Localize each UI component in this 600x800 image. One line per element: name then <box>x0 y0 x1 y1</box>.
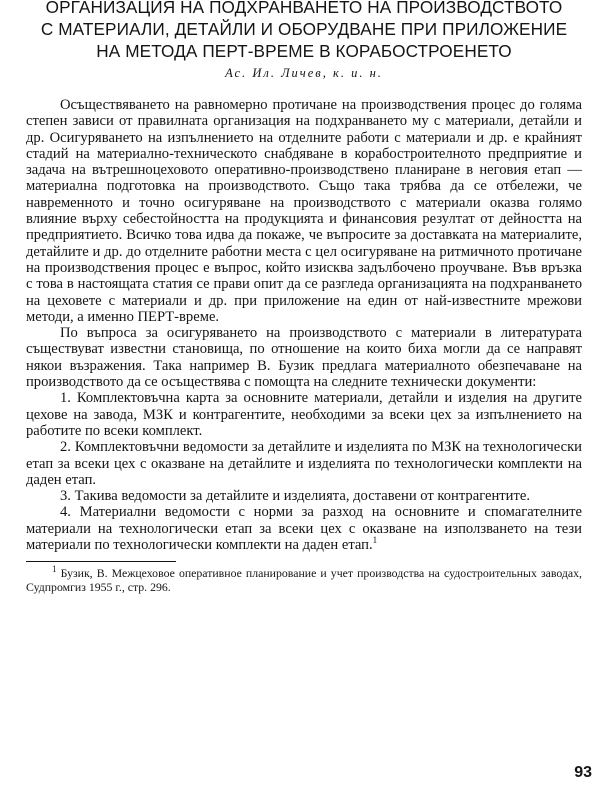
footnote-marker: 1 <box>52 564 57 575</box>
list-item-3: 3. Такива ведомости за детайлите и изделията, доставени от контрагентите. <box>60 488 530 505</box>
footnote-reference: 1 <box>372 535 378 546</box>
paragraph-2: По въпроса за осигуряването на производството с материали в литературата съществуват известни становища, по отношение на които биха могли да се направят някои възражения. Така например В. Бузик предлага материалното обезпечаване на производството да се осъществява с помощта на следните технически документи: <box>26 325 582 391</box>
list-item-4-text: 4. Материални ведомости с норми за разход на основните и спомагателните материали на технологически етап за всеки цех с оказване на използването на тези материали по технологически комплекти на даден етап. <box>26 504 582 554</box>
footnote-separator <box>26 561 176 562</box>
article-body <box>26 97 582 553</box>
title-line-3: НА МЕТОДА ПЕРТ-ВРЕМЕ В КОРАБОСТРОЕНЕТО <box>96 41 512 61</box>
list-item-1: 1. Комплектовъчна карта за основните материали, детайли и изделия на другите цехове на завода, МЗК и контрагентите, необходими за всеки цех за изпълнението на работите по всеки комплект. <box>26 390 582 439</box>
footnote-text: Бузик, В. Межцеховое оперативное планирование и учет производства на судостроительных заводах, Судпромгиз 1955 г., стр. 296. <box>26 566 582 595</box>
author-line: Ас. Ил. Личев, к. и. н. <box>225 66 383 80</box>
list-item-4 <box>26 504 582 553</box>
page-number: 93 <box>574 764 592 781</box>
article-title <box>26 0 582 62</box>
list-item-2: 2. Комплектовъчни ведомости за детайлите и изделията по МЗК на технологически етап за всеки цех с оказване на детайлите и изделията по технологически комплекти на даден етап. <box>26 439 582 488</box>
paragraph-1: Осъществяването на равномерно протичане на производствения процес до голяма степен зависи от правилната организация на подхранването му с материали, детайли и др. Осигуряването на изпълнението на отделните работи с материали и др. е крайният стадий на материално-техническото снабдяване в корабостроителното предприятие и задача на вътрешноцеховото оперативно-производствено планиране в неговия етап — материална подготовка на производството. Също така трябва да се отбележи, че навременното и точно осигуряване на производството с материали оказва голямо влияние върху себестойността на продукцията и финансовия резултат от дейността на предприятието. Всичко това идва да покаже, че въпросите за доставката на материалите, детайлите и др. до отделните работни места с цел осигуряване на ритмичното протичане на производствения процес е въпрос, който изисква задълбочено проучване. Във връзка с това в настоящата статия се прави опит да се разгледа организацията на подхранването на цеховете с материали и др. при приложение на един от най-известните мрежови методи, а именно ПЕРТ-време. <box>26 97 582 325</box>
footnote <box>26 566 582 594</box>
title-line-1: ОРГАНИЗАЦИЯ НА ПОДХРАНВАНЕТО НА ПРОИЗВОДСТВОТО <box>45 0 563 17</box>
title-line-2: С МАТЕРИАЛИ, ДЕТАЙЛИ И ОБОРУДВАНЕ ПРИ ПРИЛОЖЕНИЕ <box>40 19 568 39</box>
